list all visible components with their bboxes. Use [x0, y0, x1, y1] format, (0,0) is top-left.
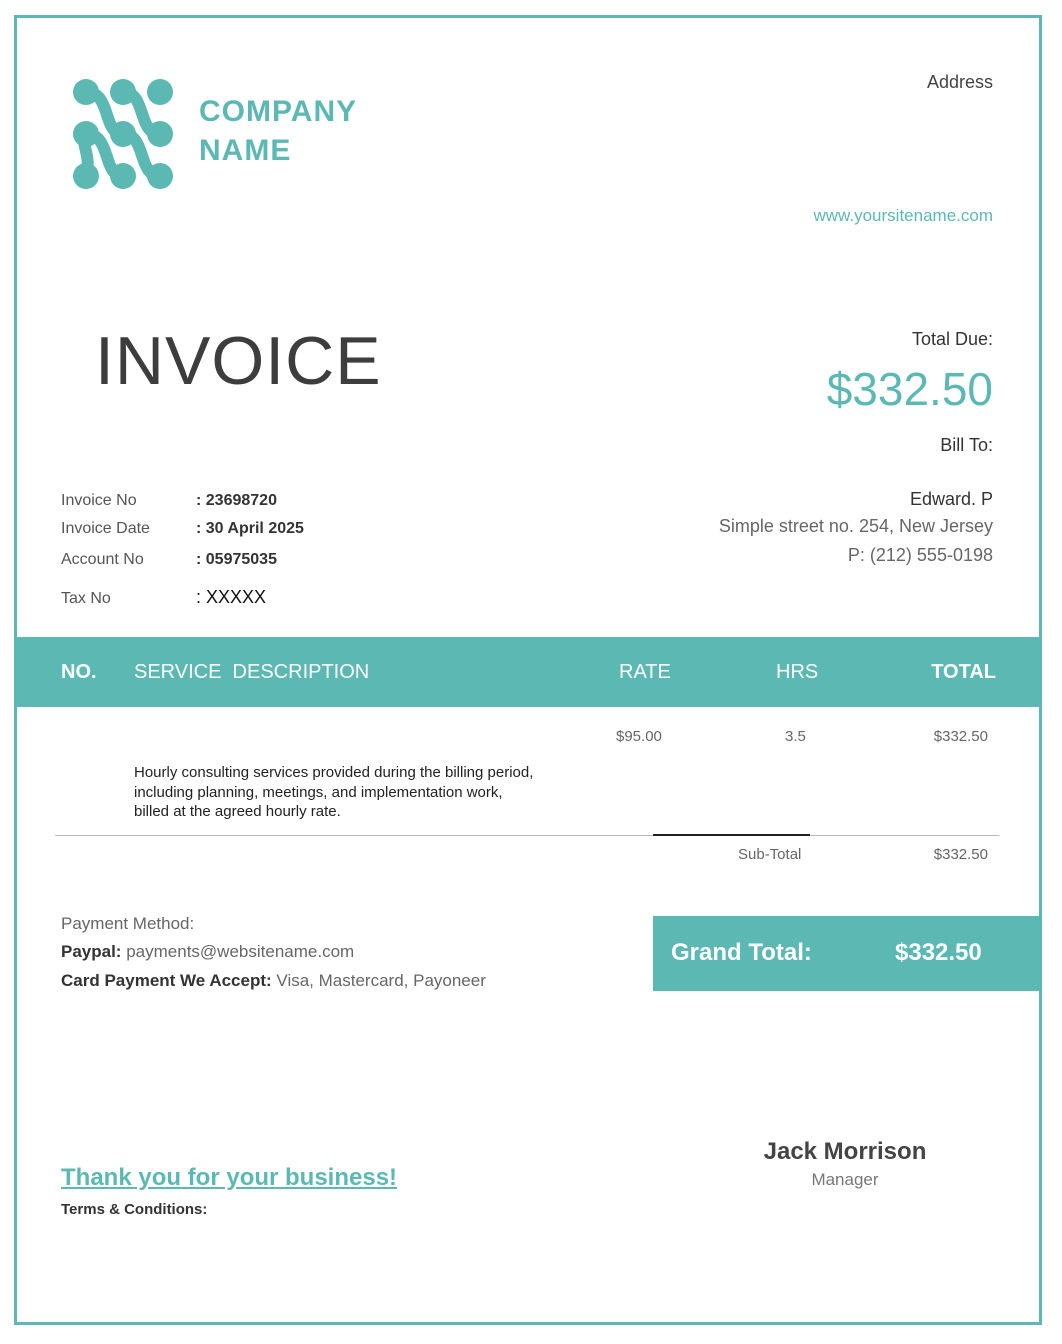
invoice-date-value: : 30 April 2025 [196, 520, 304, 537]
row-total: $332.50 [933, 728, 988, 745]
page-title: INVOICE [95, 323, 382, 399]
total-due-label: Total Due: [911, 329, 993, 349]
account-no-label: Account No [61, 551, 144, 568]
paypal-email: payments@websitename.com [126, 942, 355, 961]
invoice-date-label: Invoice Date [61, 520, 150, 537]
bill-to-phone: P: (212) 555-0198 [847, 545, 993, 565]
invoice-no-value: : 23698720 [196, 492, 277, 509]
bill-to-street: Simple street no. 254, New Jersey [718, 516, 993, 536]
signer-name: Jack Morrison [763, 1138, 927, 1165]
grand-total-label: Grand Total: [671, 939, 812, 966]
signer-role: Manager [811, 1170, 879, 1189]
column-header-rate: RATE [619, 661, 671, 683]
row-hrs: 3.5 [785, 728, 806, 745]
row-description: Hourly consulting services provided during the billing period, including planning, meetings, and implementation work, billed at the agreed hourly rate. [134, 764, 534, 820]
company-name-line2: NAME [199, 134, 292, 167]
account-no-value: : 05975035 [196, 551, 277, 568]
bill-to-label: Bill To: [940, 435, 993, 455]
column-header-description: SERVICE DESCRIPTION [134, 661, 370, 683]
column-header-no: NO. [61, 661, 97, 683]
bill-to-name: Edward. P [909, 489, 993, 509]
card-payment-line [61, 971, 486, 991]
company-address: Address [926, 72, 993, 92]
grand-total-value: $332.50 [895, 939, 982, 966]
row-rate: $95.00 [616, 728, 662, 745]
paypal-label: Paypal: [61, 942, 122, 961]
total-due-amount: $332.50 [826, 363, 993, 415]
tax-no-value: : XXXXX [196, 587, 267, 607]
payment-method-label: Payment Method: [61, 914, 195, 933]
invoice-no-label: Invoice No [61, 492, 137, 509]
card-payment-value: Visa, Mastercard, Payoneer [276, 971, 486, 990]
subtotal-label: Sub-Total [738, 846, 802, 863]
website-link[interactable]: www.yoursitename.com [813, 206, 993, 225]
terms-label: Terms & Conditions: [61, 1201, 208, 1218]
column-header-hrs: HRS [776, 661, 819, 683]
company-name [199, 92, 357, 170]
thank-you-link[interactable]: Thank you for your business! [61, 1164, 398, 1191]
table-divider [55, 835, 999, 836]
tax-no-label: Tax No [61, 590, 111, 607]
subtotal-divider [653, 834, 810, 836]
company-name-line1: COMPANY [199, 95, 358, 128]
subtotal-value: $332.50 [933, 846, 988, 863]
column-header-total: TOTAL [931, 661, 996, 683]
card-payment-label: Card Payment We Accept: [61, 971, 272, 990]
dot-network-logo-icon [72, 75, 176, 193]
paypal-line [61, 942, 354, 962]
